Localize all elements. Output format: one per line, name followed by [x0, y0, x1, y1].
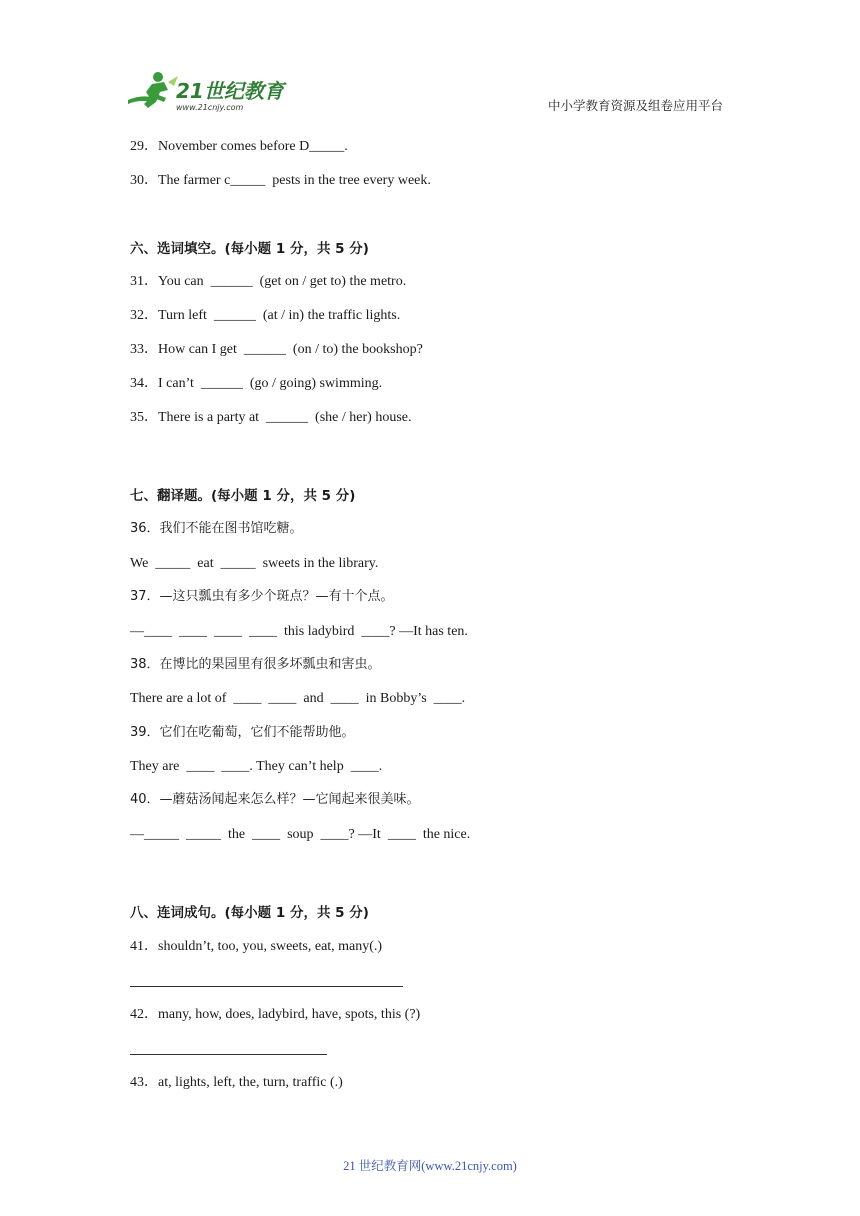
- question-36: 36．我们不能在图书馆吃糖。: [130, 521, 303, 536]
- svg-text:21世纪教育: 21世纪教育: [176, 79, 284, 103]
- question-37: 37．—这只瓢虫有多少个斑点？—有十个点。: [130, 589, 394, 604]
- section-6-heading: 六、选词填空。(每小题 1 分，共 5 分): [130, 241, 369, 257]
- answer-line-41: [130, 986, 403, 987]
- site-logo: [122, 68, 292, 116]
- question-38-answer: There are a lot of ____ ____ and ____ in Bobby’s ____.: [130, 691, 466, 706]
- question-41: 41．shouldn’t, too, you, sweets, eat, many(.): [130, 939, 383, 954]
- question-43: 43．at, lights, left, the, turn, traffic (.): [130, 1075, 343, 1090]
- question-39-answer: They are ____ ____. They can’t help ____.: [130, 759, 383, 774]
- question-32: 32．Turn left ______ (at / in) the traffic lights.: [130, 308, 401, 323]
- question-38: 38．在博比的果园里有很多坏瓢虫和害虫。: [130, 657, 381, 672]
- question-35: 35．There is a party at ______ (she / her) house.: [130, 410, 412, 425]
- question-40-answer: —_____ _____ the ____ soup ____? —It ____ the nice.: [130, 827, 471, 842]
- section-8-heading: 八、连词成句。(每小题 1 分，共 5 分): [130, 905, 369, 921]
- question-39: 39．它们在吃葡萄，它们不能帮助他。: [130, 725, 355, 740]
- question-36-answer: We _____ eat _____ sweets in the library.: [130, 556, 379, 571]
- question-37-answer: —____ ____ ____ ____ this ladybird ____? —It has ten.: [130, 624, 468, 639]
- svg-text:www.21cnjy.com: www.21cnjy.com: [176, 103, 244, 112]
- question-33: 33．How can I get ______ (on / to) the bookshop?: [130, 342, 423, 357]
- section-7-heading: 七、翻译题。(每小题 1 分，共 5 分): [130, 488, 356, 504]
- question-29: 29．November comes before D_____.: [130, 139, 348, 154]
- platform-name: 中小学教育资源及组卷应用平台: [548, 98, 724, 113]
- question-42: 42．many, how, does, ladybird, have, spots, this (?): [130, 1007, 421, 1022]
- question-31: 31．You can ______ (get on / get to) the metro.: [130, 274, 407, 289]
- question-34: 34．I can’t ______ (go / going) swimming.: [130, 376, 383, 391]
- question-30: 30．The farmer c_____ pests in the tree every week.: [130, 173, 431, 188]
- question-40: 40．—蘑菇汤闻起来怎么样？—它闻起来很美味。: [130, 792, 420, 807]
- answer-line-42: [130, 1054, 327, 1055]
- footer-site-link[interactable]: 21 世纪教育网(www.21cnjy.com): [343, 1159, 517, 1173]
